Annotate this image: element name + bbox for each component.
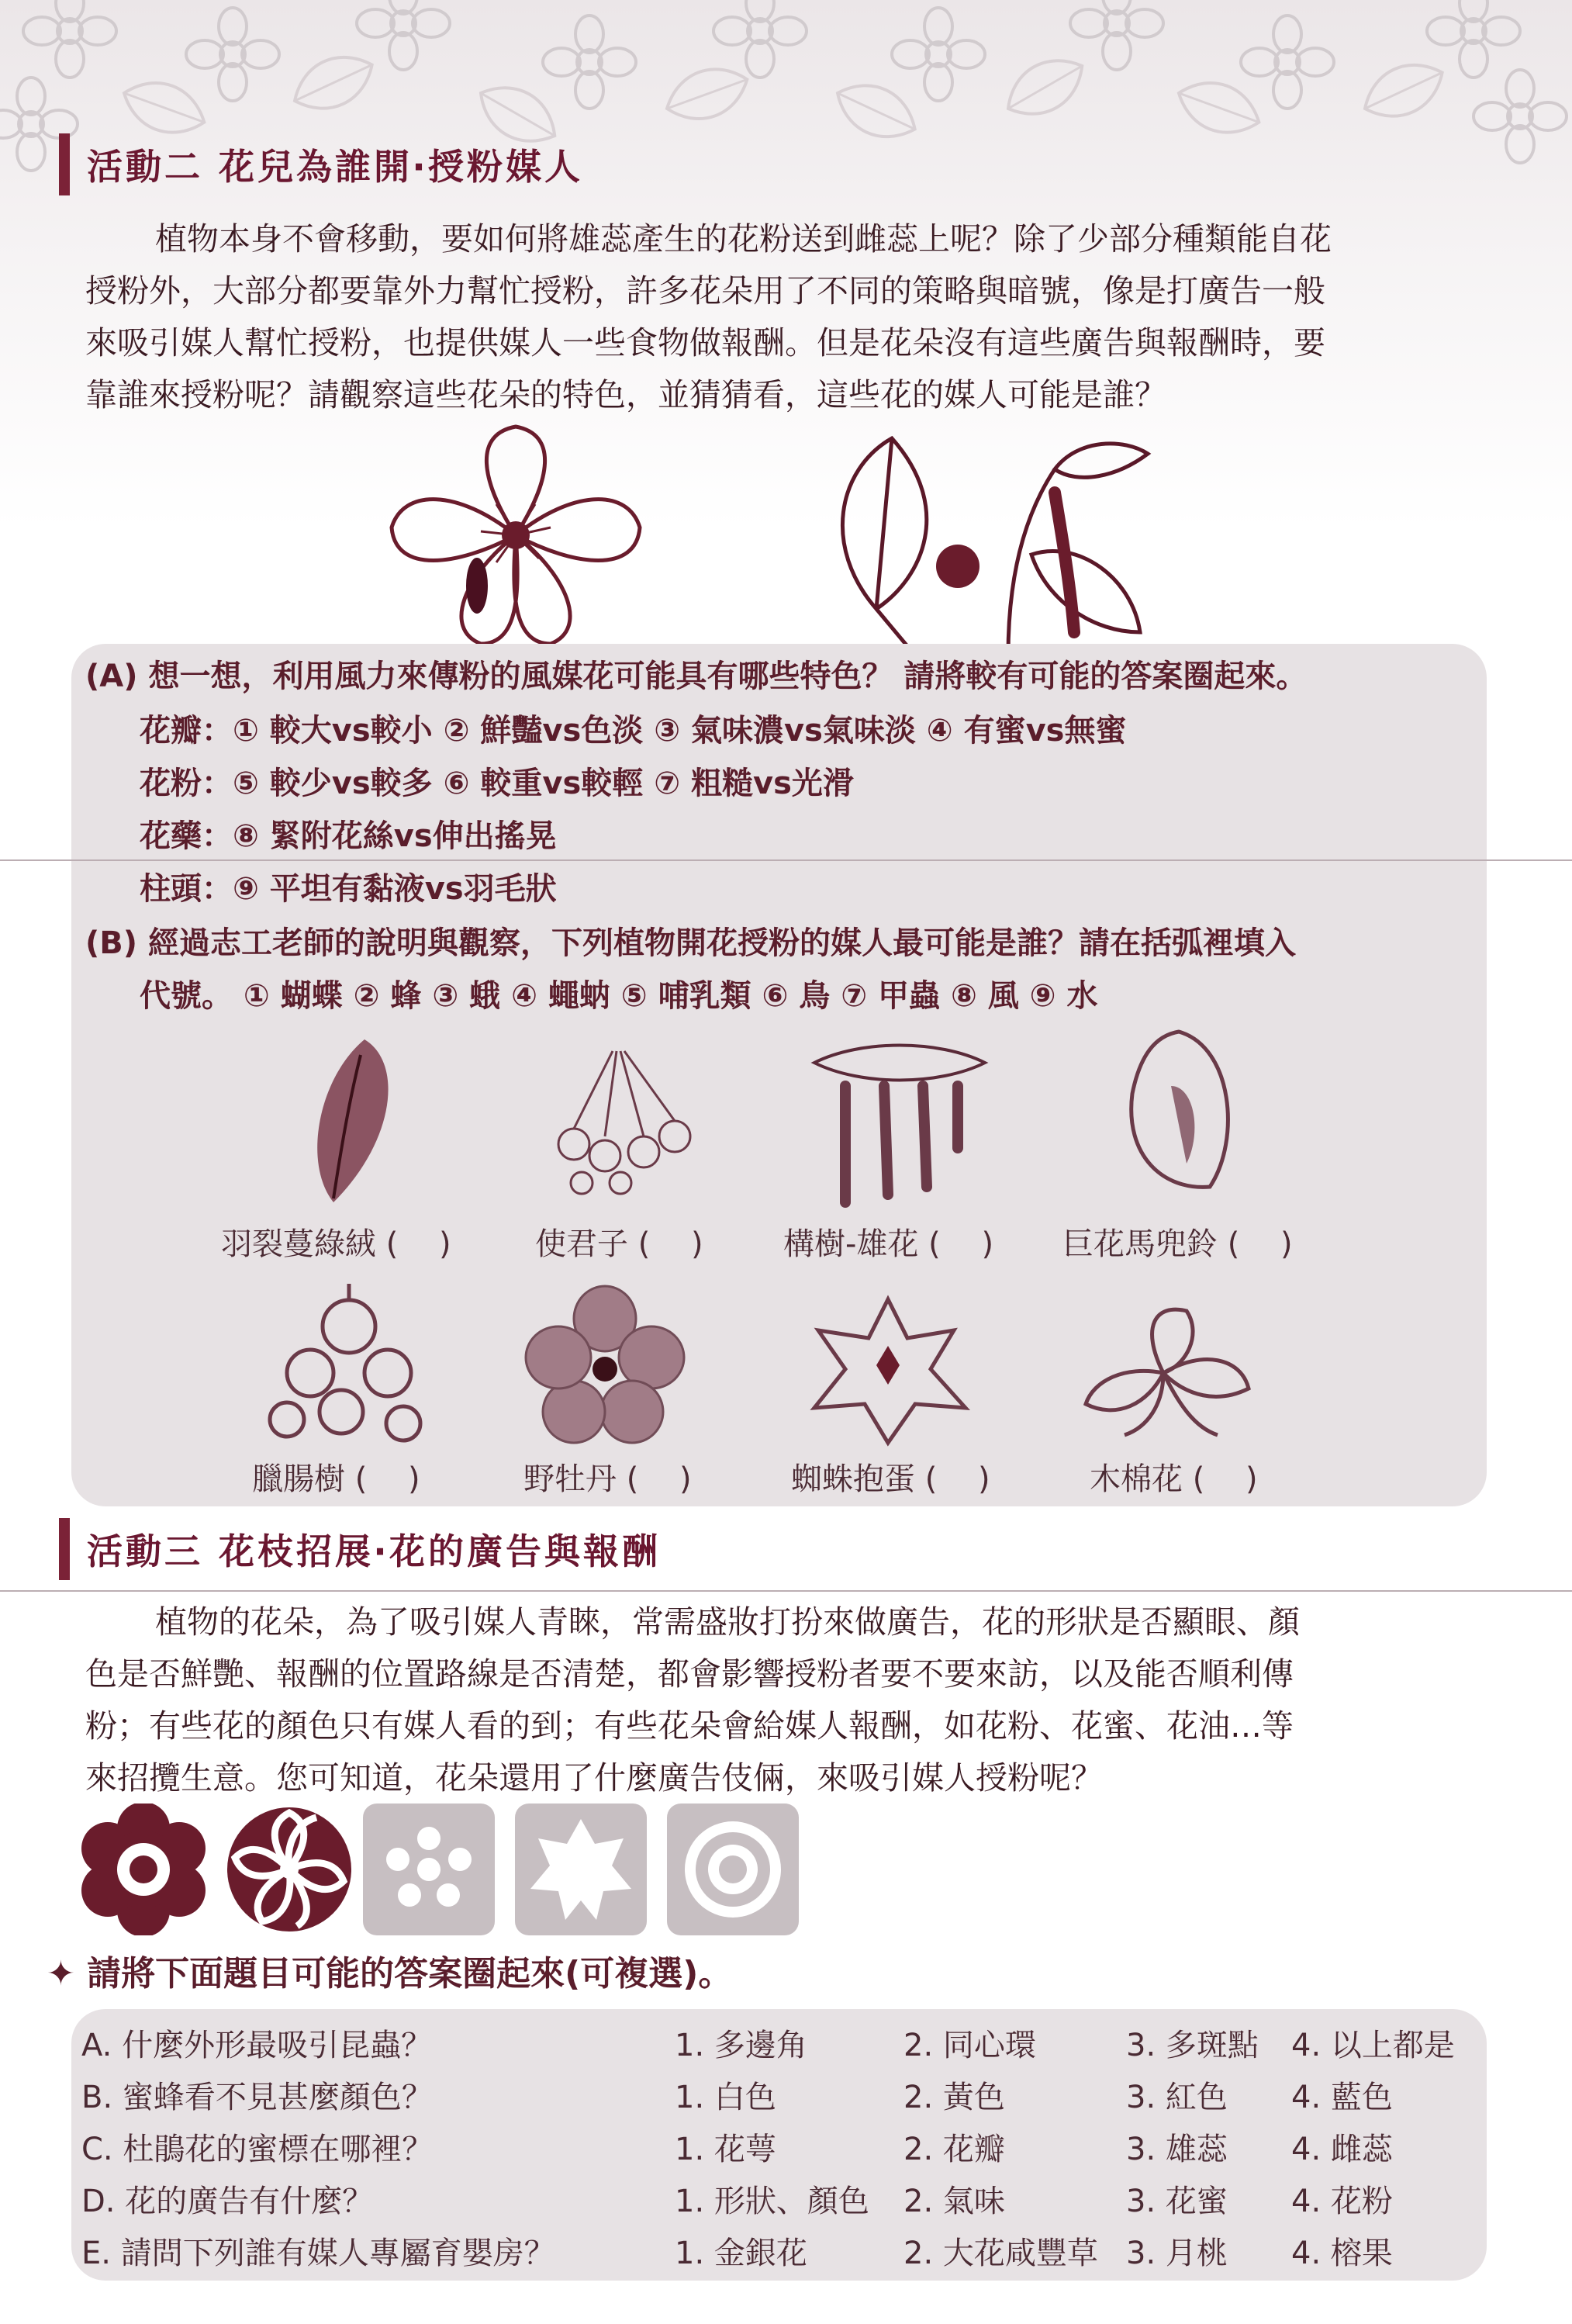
quiz-option[interactable]: 4. 榕果: [1291, 2236, 1393, 2271]
quiz-question: A. 什麼外形最吸引昆蟲？: [81, 2028, 433, 2063]
quiz-option[interactable]: 3. 紅色: [1126, 2080, 1228, 2115]
activity3-title: 活動三 花枝招展‧花的廣告與報酬: [87, 1530, 662, 1572]
plant-label: 使君子 ( ): [535, 1226, 703, 1262]
quiz-option[interactable]: 4. 花粉: [1291, 2184, 1393, 2219]
quiz-option[interactable]: 2. 黃色: [903, 2080, 1005, 2115]
paper-mulberry-branch-illustration: [822, 423, 1163, 655]
spotted-pattern-icon: [363, 1804, 495, 1935]
activity3-header: [59, 1518, 661, 1580]
golden-shower-tree-illustration: [256, 1280, 442, 1451]
plant-label: 構樹-雄花 ( ): [783, 1226, 994, 1262]
quiz-option[interactable]: 3. 雄蕊: [1126, 2132, 1228, 2167]
partA-item-stigma: 柱頭：⑨ 平坦有黏液vs羽毛狀: [140, 871, 557, 907]
quiz-option[interactable]: 4. 藍色: [1291, 2080, 1393, 2115]
concentric-rings-icon: [667, 1804, 799, 1935]
paragraph-line: 來招攬生意。您可知道，花朵還用了什麼廣告伎倆，來吸引媒人授粉呢？: [85, 1759, 1103, 1797]
quiz-option[interactable]: 1. 金銀花: [675, 2236, 807, 2271]
quiz-option[interactable]: 2. 大花咸豐草: [903, 2236, 1098, 2271]
divider-line: [0, 859, 1572, 861]
plant-label: 羽裂蔓綠絨 ( ): [221, 1226, 451, 1262]
quiz-question: C. 杜鵑花的蜜標在哪裡？: [81, 2132, 434, 2167]
activity2-paragraph: [85, 213, 1466, 421]
quiz-option[interactable]: 3. 花蜜: [1126, 2184, 1228, 2219]
scalloped-flower-icon: [78, 1804, 209, 1935]
quiz-option[interactable]: 4. 以上都是: [1291, 2028, 1455, 2063]
paragraph-line: 來吸引媒人幫忙授粉，也提供媒人一些食物做報酬。但是花朵沒有這些廣告與報酬時，要: [85, 324, 1325, 361]
quiz-question: D. 花的廣告有什麼？: [81, 2184, 374, 2219]
aristolochia-illustration: [1117, 1024, 1241, 1195]
melastoma-illustration: [523, 1284, 686, 1447]
paragraph-line: 粉；有些花的顏色只有媒人看的到；有些花朵會給媒人報酬，如花粉、花蜜、花油…等: [85, 1707, 1294, 1745]
plant-label: 野牡丹 ( ): [523, 1461, 692, 1497]
aspidistra-illustration: [799, 1292, 977, 1447]
octagram-pattern-icon: [515, 1804, 647, 1935]
quiz-option[interactable]: 1. 白色: [675, 2080, 776, 2115]
partA-question: (A) 想一想，利用風力來傳粉的風媒花可能具有哪些特色？ 請將較有可能的答案圈起來。: [85, 659, 1308, 694]
quiz-option[interactable]: 2. 氣味: [903, 2184, 1005, 2219]
activity2-title: 活動二 花兒為誰開‧授粉媒人: [87, 146, 584, 188]
paragraph-line: 靠誰來授粉呢？請觀察這些花朵的特色，並猜猜看，這些花的媒人可能是誰？: [85, 376, 1166, 413]
section-marker: [59, 1518, 70, 1580]
partB-question-line1: (B) 經過志工老師的說明與觀察，下列植物開花授粉的媒人最可能是誰？請在括弧裡填入: [85, 925, 1296, 961]
paragraph-line: 植物本身不會移動，要如何將雄蕊產生的花粉送到雌蕊上呢？除了少部分種類能自花: [155, 220, 1332, 258]
quiz-question: E. 請問下列誰有媒人專屬育嬰房？: [81, 2236, 555, 2271]
plant-label: 蜘蛛抱蛋 ( ): [791, 1461, 990, 1497]
philodendron-illustration: [287, 1032, 411, 1210]
kapok-flower-illustration: [1078, 1295, 1256, 1443]
quiz-option[interactable]: 4. 雌蕊: [1291, 2132, 1393, 2167]
flower-with-beetle-illustration: [372, 419, 659, 652]
section-marker: [59, 133, 70, 195]
quiz-option[interactable]: 2. 花瓣: [903, 2132, 1005, 2167]
quiz-option[interactable]: 1. 形狀、顏色: [675, 2184, 869, 2219]
quiz-option[interactable]: 2. 同心環: [903, 2028, 1036, 2063]
activity2-header: [59, 133, 583, 195]
paragraph-line: 植物的花朵，為了吸引媒人青睞，常需盛妝打扮來做廣告，花的形狀是否顯眼、顏: [155, 1603, 1300, 1641]
plant-label: 臘腸樹 ( ): [252, 1461, 420, 1497]
radial-petal-icon: [223, 1804, 355, 1935]
paper-mulberry-catkin-illustration: [799, 1032, 1000, 1210]
partB-question-line2: 代號。 ① 蝴蝶 ② 蜂 ③ 蛾 ④ 蠅蚋 ⑤ 哺乳類 ⑥ 鳥 ⑦ 甲蟲 ⑧ 風 ⑨ 水: [140, 978, 1098, 1014]
quiz-option[interactable]: 3. 多斑點: [1126, 2028, 1259, 2063]
partA-item-pollen: 花粉：⑤ 較少vs較多 ⑥ 較重vs較輕 ⑦ 粗糙vs光滑: [140, 766, 854, 801]
partA-item-anther: 花藥：⑧ 緊附花絲vs伸出搖晃: [140, 818, 557, 854]
paragraph-line: 色是否鮮艷、報酬的位置路線是否清楚，都會影響授粉者要不要來訪，以及能否順利傳: [85, 1655, 1294, 1693]
activity3-paragraph: [85, 1596, 1466, 1804]
rangoon-creeper-illustration: [527, 1036, 706, 1198]
quiz-option[interactable]: 1. 多邊角: [675, 2028, 807, 2063]
plant-label: 巨花馬兜鈴 ( ): [1062, 1226, 1293, 1262]
quiz-question: B. 蜜蜂看不見甚麼顏色？: [81, 2080, 433, 2115]
quiz-option[interactable]: 1. 花萼: [675, 2132, 776, 2167]
plant-label: 木棉花 ( ): [1090, 1461, 1258, 1497]
paragraph-line: 授粉外，大部分都要靠外力幫忙授粉，許多花朵用了不同的策略與暗號，像是打廣告一般: [85, 272, 1325, 310]
quiz-option[interactable]: 3. 月桃: [1126, 2236, 1228, 2271]
partA-item-petal: 花瓣：① 較大vs較小 ② 鮮豔vs色淡 ③ 氣味濃vs氣味淡 ④ 有蜜vs無蜜: [140, 713, 1127, 749]
quiz-title: ✦ 請將下面題目可能的答案圈起來(可複選)。: [47, 1954, 733, 1994]
divider-line: [0, 1590, 1572, 1592]
